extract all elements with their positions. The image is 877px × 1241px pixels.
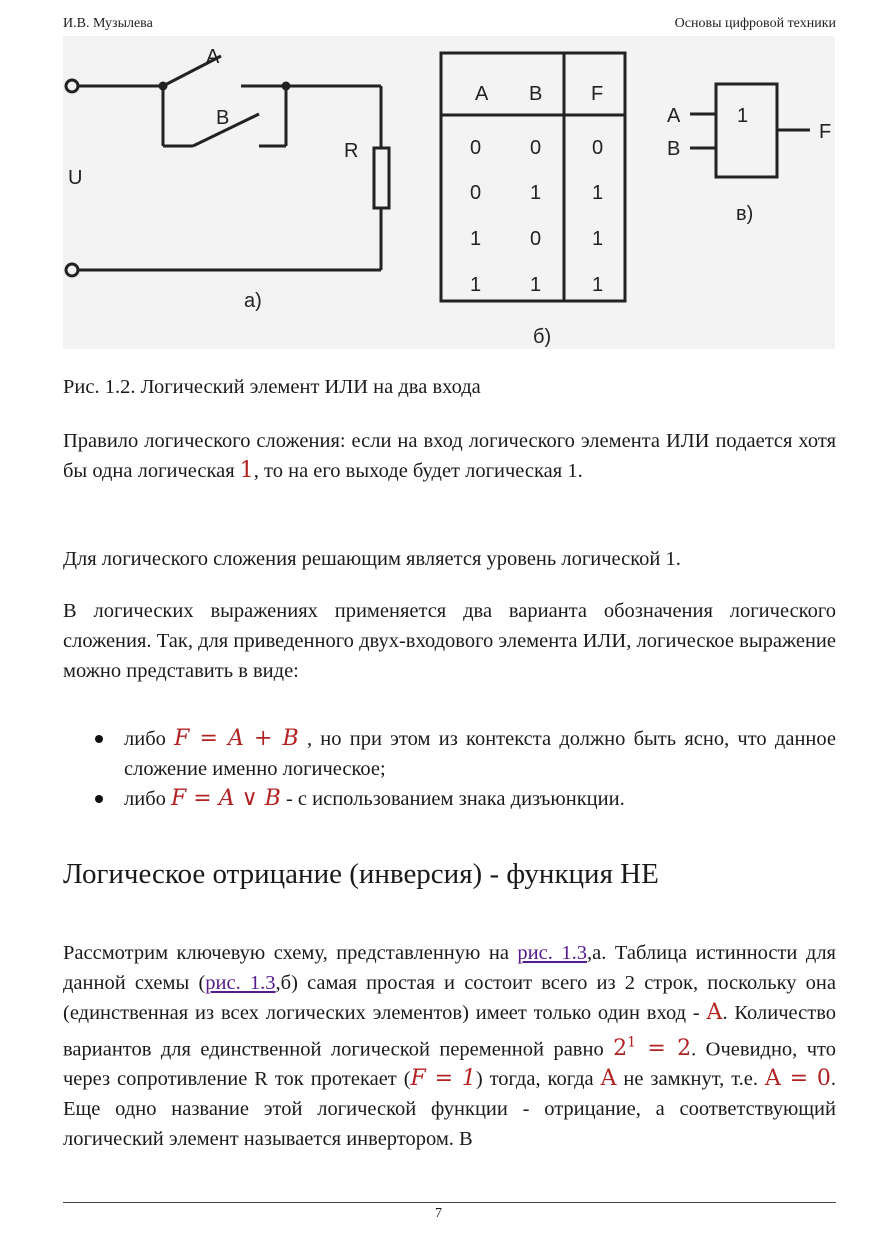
circuit-caption: а) [244,290,262,312]
list-item-prefix: либо [124,728,175,750]
resistor [374,148,389,208]
figure-or-gate [63,36,835,349]
table-cell: 1 [530,274,542,296]
math-a-equals-0: A = 0 [764,1066,831,1092]
terminal-top [66,80,78,92]
math-power [613,1036,691,1061]
math-power-result: = 2 [636,1036,692,1062]
math-a: A [706,1000,723,1025]
switch-a-label: A [206,46,220,68]
header-book-title: Основы цифровой техники [674,16,836,31]
voltage-label: U [68,167,83,189]
paragraph-text: . Количество вариантов для единственной логической переменной равно [63,1002,836,1061]
list-item [95,784,836,814]
math-a: A [600,1066,617,1092]
list-item-prefix: либо [124,788,172,810]
table-header-b: B [529,83,543,105]
circuit-diagram [66,56,389,276]
header-author: И.В. Музылева [63,16,153,31]
paragraph-text: . Еще одно название этой логической функции - отрицание, а соответствующий логический элемент называется инвертором. В [63,1068,836,1151]
math-disjunction-formula: F = A ∨ B [171,786,281,811]
terminal-bottom [66,264,78,276]
table-header-f: F [591,83,604,105]
math-power-exponent: 1 [627,1035,637,1051]
table-cell: 1 [592,182,604,204]
paragraph-text: Рассмотрим ключевую схему, представленную на [63,942,518,964]
table-cell: 1 [530,182,542,204]
math-power-base: 2 [613,1036,628,1062]
paragraph-text: . Очевидно, что через сопротивление R ток протекает ( [63,1038,836,1091]
paragraph-text: , то на его выходе будет логическая 1. [253,460,583,482]
paragraph-notations: В логических выражениях применяется два варианта обозначения логического сложения. Так, для приведенного двух-входового элемента ИЛИ, логическое выражение можно представить в виде: [63,600,836,682]
gate-output-f: F [819,121,832,143]
section-title: Логическое отрицание (инверсия) - функция НЕ [63,858,659,890]
table-header-a: A [475,83,489,105]
math-one: 1 [239,458,254,483]
table-cell: 1 [592,274,604,296]
gate-input-b: B [667,138,681,160]
paragraph-or-rule [63,426,836,486]
figure-link[interactable]: рис. 1.3 [205,972,276,994]
list-item-text: , но при этом из контекста должно быть ясно, что данное сложение именно логическое; [124,728,836,780]
list-item [95,724,836,784]
figure-caption: Рис. 1.2. Логический элемент ИЛИ на два входа [63,376,481,398]
paragraph-text: Правило логического сложения: если на вход логического элемента ИЛИ подается хотя бы одна логическая [63,430,836,482]
paragraph-text: не замкнут, т.е. [616,1068,765,1091]
gate-caption: в) [736,203,754,225]
switch-b-label: B [216,107,230,129]
or-gate-symbol [690,84,810,177]
math-sum-formula: F = A + B [174,726,299,751]
list-item-text: - с использованием знака дизъюнкции. [280,788,625,810]
paragraph-text: ,б) самая простая и состоит всего из 2 строк, поскольку она (единственная из всех логических элементов) имеет только один вход - [63,972,836,1024]
table-cell: 1 [592,228,604,250]
figure-link[interactable]: рис. 1.3 [517,942,587,964]
paragraph-inversion [63,938,836,1154]
table-cell: 1 [470,274,482,296]
paragraph-text: ,а. Таблица истинности для данной схемы ( [63,942,836,994]
gate-input-a: A [667,105,681,127]
footer-divider [63,1202,836,1203]
table-cell: 0 [530,228,542,250]
table-cell: 0 [592,137,604,159]
page-number: 7 [435,1206,442,1221]
paragraph-text: ) тогда, когда [475,1068,601,1091]
resistor-label: R [344,140,359,162]
table-cell: 0 [470,182,482,204]
table-cell: 0 [530,137,542,159]
table-cell: 0 [470,137,482,159]
table-cell: 1 [470,228,482,250]
table-caption: б) [533,326,552,348]
page-header [63,16,836,36]
bullet-icon [95,795,103,803]
notation-list [95,724,836,814]
gate-symbol-label: 1 [737,105,749,127]
bullet-icon [95,735,103,743]
paragraph-decisive-level: Для логического сложения решающим является уровень логической 1. [63,548,681,570]
figure-svg [63,36,835,349]
math-f-equals-1: F = 1 [410,1066,476,1092]
